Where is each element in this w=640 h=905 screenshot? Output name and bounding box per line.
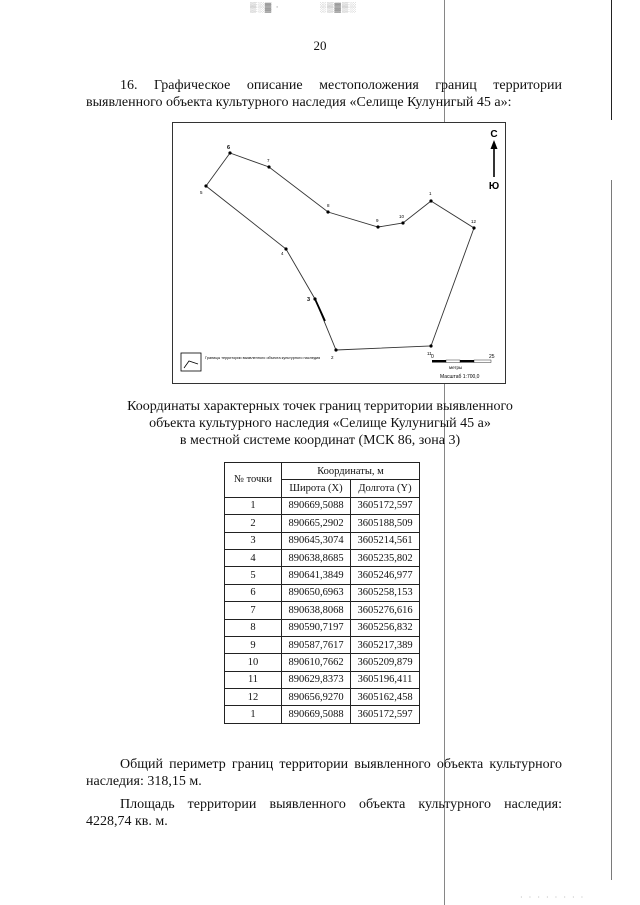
table-row — [225, 619, 420, 636]
point-label: 8 — [327, 203, 330, 208]
table-caption — [0, 398, 640, 449]
point-label: 3 — [307, 297, 311, 303]
perimeter-paragraph: Общий периметр границ территории выявленного объекта культурного наследия: 318,15 м. — [86, 757, 562, 789]
boundary-point — [334, 348, 337, 351]
compass — [489, 129, 499, 192]
cell-longitude: 3605258,153 — [351, 584, 420, 601]
caption-line: Координаты характерных точек границ территории выявленного — [127, 399, 513, 414]
cell-point-number: 2 — [225, 515, 282, 532]
scale-label: Масштаб 1:700,0 — [440, 374, 480, 380]
cell-latitude: 890629,8373 — [282, 671, 351, 688]
boundary-point — [313, 297, 316, 300]
cell-latitude: 890590,7197 — [282, 619, 351, 636]
boundary-point — [472, 226, 475, 229]
point-label: 6 — [227, 145, 231, 151]
cell-latitude: 890645,3074 — [282, 532, 351, 549]
scale-max: 25 — [489, 354, 495, 360]
scale-unit: метры — [449, 365, 463, 370]
cell-latitude: 890669,5088 — [282, 706, 351, 723]
boundary-point — [204, 184, 207, 187]
header-latitude: Широта (X) — [282, 480, 351, 497]
section-number: 16. — [120, 78, 138, 93]
compass-arrow-icon — [491, 140, 498, 149]
cell-latitude: 890650,6963 — [282, 584, 351, 601]
boundary-map — [172, 122, 506, 384]
table-row — [225, 567, 420, 584]
boundary-point — [326, 210, 329, 213]
table-row — [225, 584, 420, 601]
point-label: 12 — [471, 219, 477, 224]
cell-latitude: 890610,7662 — [282, 654, 351, 671]
section-heading — [86, 77, 562, 111]
section-text: Графическое описание местоположения границ территории выявленного объекта культурного наследия «Селище Кулунигый 45 а»: — [86, 78, 562, 110]
point-label: 11 — [427, 351, 432, 356]
scale-segment — [446, 360, 460, 363]
cell-point-number: 4 — [225, 549, 282, 566]
scan-artifacts: · · · · · · · · — [520, 893, 586, 902]
compass-north-label: С — [490, 129, 498, 140]
table-row — [225, 532, 420, 549]
cell-longitude: 3605172,597 — [351, 497, 420, 514]
boundary-point — [429, 199, 432, 202]
cell-latitude: 890638,8068 — [282, 602, 351, 619]
cell-latitude: 890587,7617 — [282, 636, 351, 653]
caption-line: в местной системе координат (МСК 86, зона 3) — [179, 433, 461, 448]
scale-segment — [474, 360, 491, 363]
scale-segment — [460, 360, 474, 363]
cell-longitude: 3605276,616 — [351, 602, 420, 619]
caption-line: объекта культурного наследия «Селище Кулунигый 45 а» — [149, 416, 491, 431]
boundary-line — [206, 153, 474, 350]
cell-point-number: 5 — [225, 567, 282, 584]
cell-longitude: 3605196,411 — [351, 671, 420, 688]
point-label: 4 — [281, 251, 284, 256]
boundary-point — [284, 247, 287, 250]
point-label: 7 — [267, 158, 270, 163]
scan-line — [611, 180, 612, 880]
boundary-point — [376, 225, 379, 228]
cell-point-number: 8 — [225, 619, 282, 636]
header-longitude: Долгота (Y) — [351, 480, 420, 497]
scan-line — [611, 0, 612, 120]
cell-point-number: 6 — [225, 584, 282, 601]
cell-point-number: 9 — [225, 636, 282, 653]
cell-latitude: 890669,5088 — [282, 497, 351, 514]
boundary-segment — [315, 299, 325, 321]
boundary-point — [267, 165, 270, 168]
legend-text: Границы территории выявленного объекта культурного наследия — [205, 356, 321, 360]
header-coordinates: Координаты, м — [282, 463, 420, 480]
area-paragraph: Площадь территории выявленного объекта культурного наследия: 4228,74 кв. м. — [86, 797, 562, 829]
scale-segment — [432, 360, 446, 363]
coordinates-table — [224, 462, 420, 724]
page-number: 20 — [313, 38, 327, 53]
legend-line-icon — [184, 361, 198, 368]
scale-bar — [431, 354, 495, 380]
boundary-layer — [200, 145, 477, 360]
point-label: 9 — [376, 218, 379, 223]
cell-latitude: 890656,9270 — [282, 689, 351, 706]
boundary-point — [401, 221, 404, 224]
table-row — [225, 549, 420, 566]
point-label: 5 — [200, 190, 203, 195]
cell-point-number: 12 — [225, 689, 282, 706]
boundary-point — [228, 151, 231, 154]
scale-zero: 0 — [431, 354, 434, 360]
cell-longitude: 3605162,458 — [351, 689, 420, 706]
cell-longitude: 3605172,597 — [351, 706, 420, 723]
cell-longitude: 3605235,802 — [351, 549, 420, 566]
header-point-number: № точки — [225, 463, 282, 498]
table-row — [225, 689, 420, 706]
cell-point-number: 10 — [225, 654, 282, 671]
point-label: 10 — [399, 214, 405, 219]
table-row — [225, 654, 420, 671]
cell-longitude: 3605246,977 — [351, 567, 420, 584]
cell-longitude: 3605256,832 — [351, 619, 420, 636]
cell-latitude: 890665,2902 — [282, 515, 351, 532]
cell-longitude: 3605209,879 — [351, 654, 420, 671]
point-label: 1 — [429, 191, 432, 196]
table-row — [225, 706, 420, 723]
cell-point-number: 3 — [225, 532, 282, 549]
table-row — [225, 515, 420, 532]
cell-point-number: 11 — [225, 671, 282, 688]
cell-latitude: 890641,3849 — [282, 567, 351, 584]
map-svg — [173, 123, 505, 383]
table-row — [225, 602, 420, 619]
table-row — [225, 636, 420, 653]
compass-south-label: Ю — [488, 181, 500, 192]
table-row — [225, 497, 420, 514]
cell-point-number: 7 — [225, 602, 282, 619]
cell-point-number: 1 — [225, 497, 282, 514]
table-row — [225, 671, 420, 688]
boundary-point — [429, 344, 432, 347]
cell-longitude: 3605217,389 — [351, 636, 420, 653]
cell-point-number: 1 — [225, 706, 282, 723]
cell-latitude: 890638,8685 — [282, 549, 351, 566]
map-legend — [181, 353, 320, 371]
cell-longitude: 3605188,509 — [351, 515, 420, 532]
scan-artifacts: ▒░▓ · ░▒▓▒░ — [250, 2, 357, 12]
cell-longitude: 3605214,561 — [351, 532, 420, 549]
point-label: 2 — [331, 355, 334, 360]
